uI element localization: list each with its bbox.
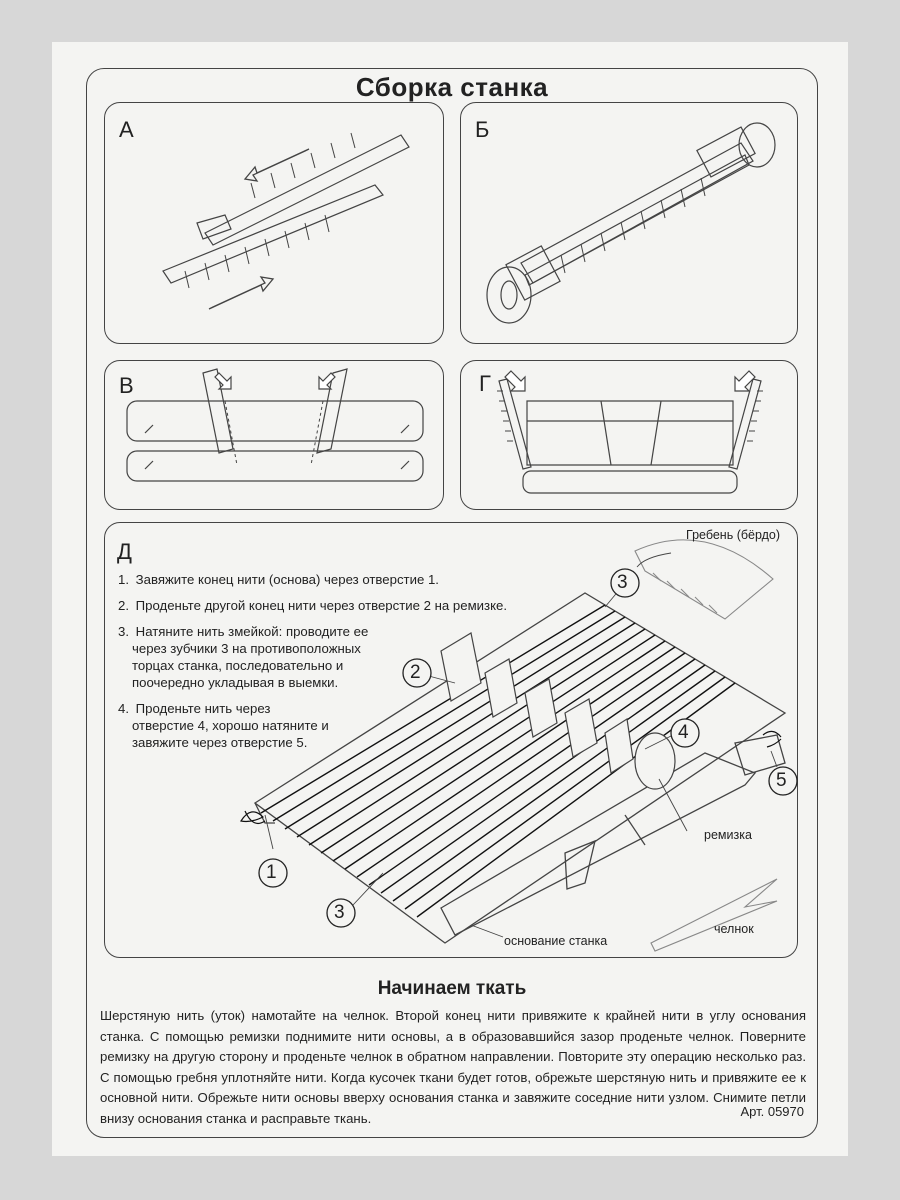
heddle-label: ремизка xyxy=(704,828,752,842)
shuttle-label: челнок xyxy=(714,922,754,936)
instructions-paragraph: Шерстяную нить (уток) намотайте на челнок. Второй конец нити привяжите к крайней нити в углу основания станка. С помощью ремизки поднимите нити основы, а в образовавшийся зазор проденьте челнок. Поверните ремизку на другую сторону и проденьте челнок в обратном направлении. Повторите эту операцию несколько раз. С помощью гребня уплотняйте нити. Когда кусочек ткани будет готов, обрежьте шерстяную нить и привяжите ее к основной нити. Обрежьте нити основы вверху основания станка и завяжите соседние нити узлом. Снимите петли внизу основания станка и расправьте ткань. xyxy=(100,1008,806,1126)
callout-number-1: 1 xyxy=(266,862,277,883)
callout-number-2: 2 xyxy=(410,662,421,683)
panel-d-label: Д xyxy=(117,539,132,564)
panel-v xyxy=(104,360,444,510)
panel-a-illustration xyxy=(105,103,445,345)
panel-g-illustration xyxy=(461,361,799,511)
callout-number-4: 4 xyxy=(678,722,689,743)
article-number: Арт. 05970 xyxy=(740,1104,804,1119)
section-title: Начинаем ткать xyxy=(377,978,527,999)
callout-number-3-top: 3 xyxy=(617,572,628,593)
step-item: 2. Проденьте другой конец нити через отверстие 2 на ремизке. xyxy=(118,598,507,613)
base-label: основание станка xyxy=(504,934,608,948)
panel-v-illustration xyxy=(105,361,445,511)
panel-g xyxy=(460,360,798,510)
callout-number-5: 5 xyxy=(776,770,787,791)
page-title: Сборка станка xyxy=(355,72,549,102)
steps-list xyxy=(118,571,538,760)
step-item: 3. Натяните нить змейкой: проводите ее через зубчики 3 на противоположных торцах станка, последовательно и поочередно укладывая в выемки. xyxy=(118,624,369,690)
comb-label: Гребень (бёрдо) xyxy=(686,528,781,542)
panel-b-illustration xyxy=(461,103,799,345)
step-item: 1. Завяжите конец нити (основа) через отверстие 1. xyxy=(118,572,439,587)
panel-v-label: В xyxy=(119,373,134,398)
panel-a xyxy=(104,102,444,344)
panel-b xyxy=(460,102,798,344)
panel-a-label: А xyxy=(119,117,134,142)
callout-number-3-bottom: 3 xyxy=(334,902,345,923)
step-item: 4. Проденьте нить через отверстие 4, хорошо натяните и завяжите через отверстие 5. xyxy=(118,701,329,750)
panel-g-label: Г xyxy=(479,371,491,396)
panel-b-label: Б xyxy=(475,117,490,142)
